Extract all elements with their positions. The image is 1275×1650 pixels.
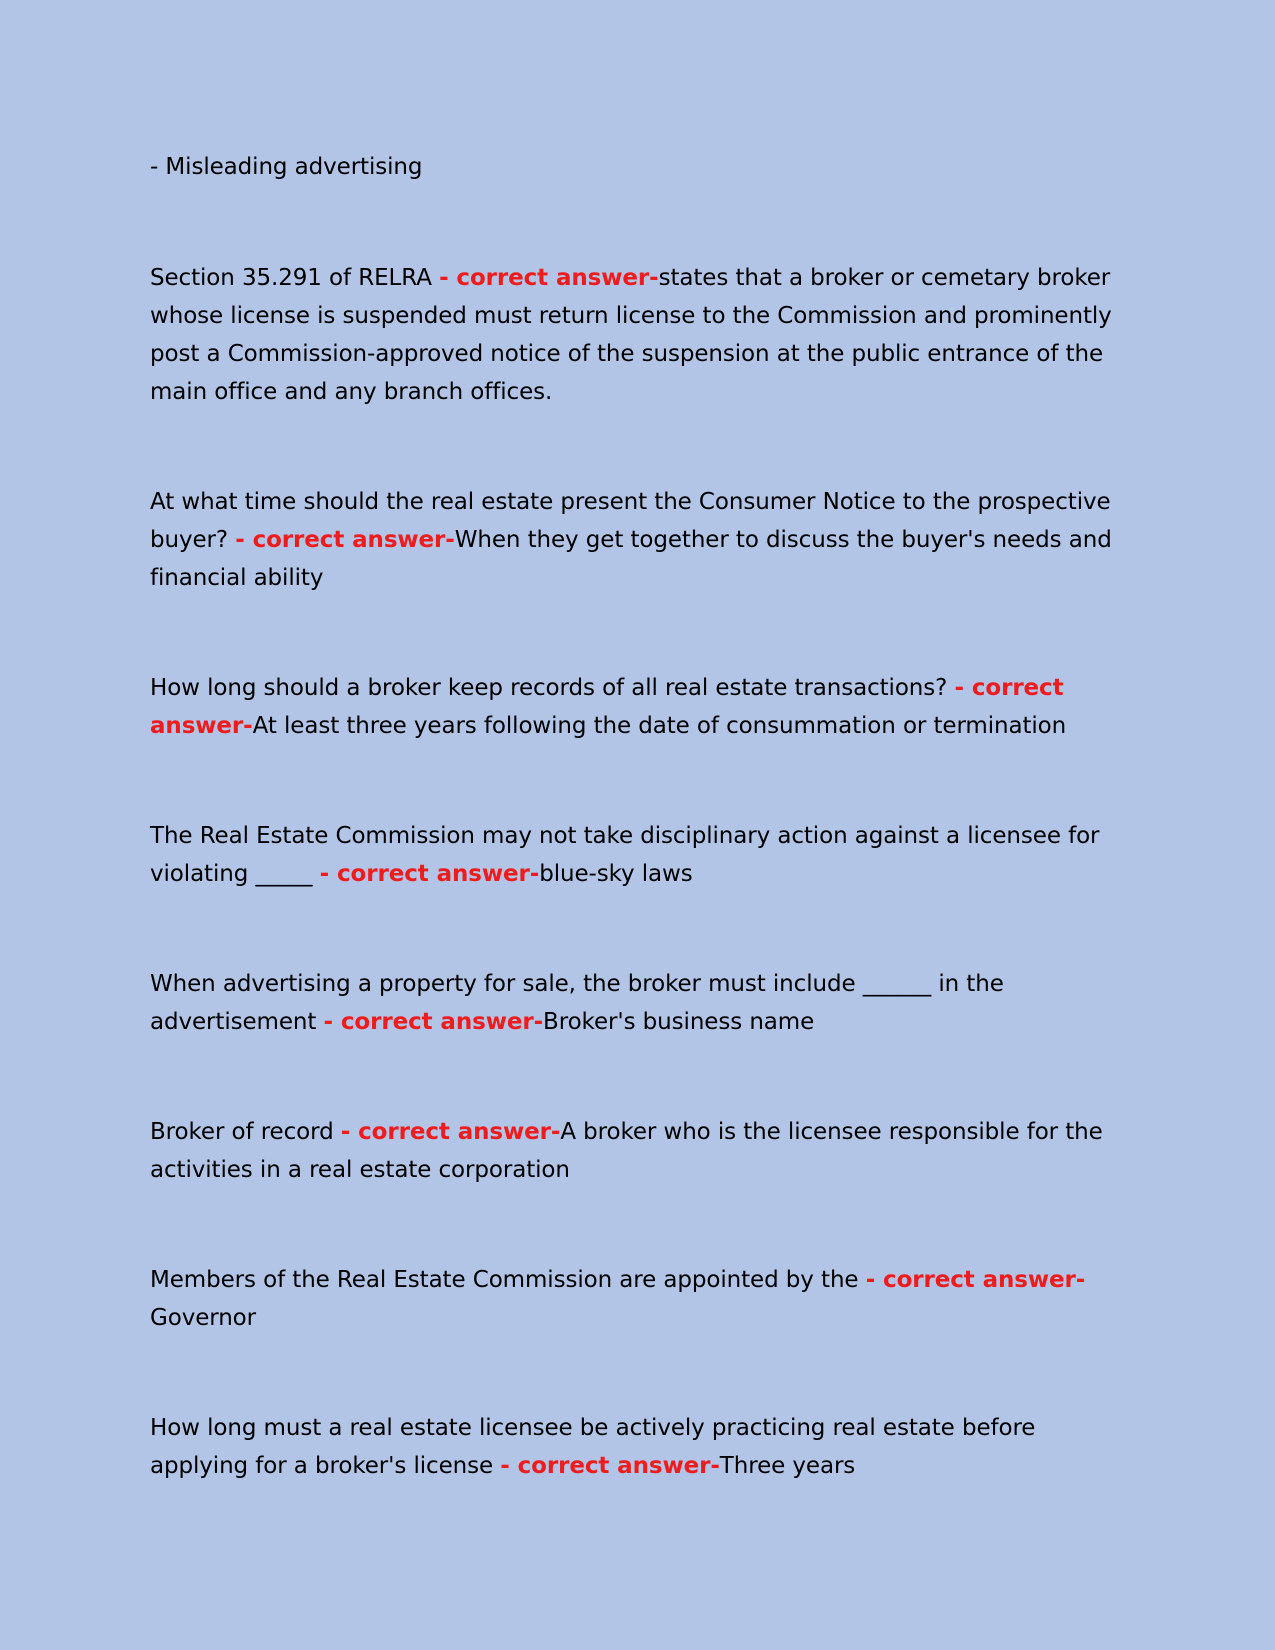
answer-text: At least three years following the date of consummation or termination — [252, 713, 1067, 739]
correct-answer-marker: - correct answer- — [150, 675, 1064, 739]
answer-text: Governor — [150, 1305, 257, 1331]
question-text: How long must a real estate licensee be actively practicing real estate before applying for a broker's license — [150, 1415, 1036, 1479]
question-text: Broker of record — [150, 1119, 341, 1145]
qa-entry-3 — [150, 669, 1140, 745]
qa-entry-6 — [150, 1113, 1140, 1189]
answer-text: states that a broker or cemetary broker whose license is suspended must return license to the Commission and prominently post a Commission-approved notice of the suspension at the public entrance of the main office and any branch offices. — [150, 265, 1112, 405]
qa-entry-8 — [150, 1409, 1140, 1485]
correct-answer-marker: - correct answer- — [340, 1119, 561, 1145]
question-text: The Real Estate Commission may not take disciplinary action against a licensee for violating _____ — [150, 823, 1100, 887]
correct-answer-marker: - correct answer- — [235, 527, 455, 553]
correct-answer-marker: - correct answer- — [319, 861, 540, 887]
answer-text: blue-sky laws — [539, 861, 693, 887]
question-text: Section 35.291 of RELRA — [150, 265, 440, 291]
answer-text: A broker who is the licensee responsible for the activities in a real estate corporation — [150, 1119, 1103, 1183]
answer-text: When they get together to discuss the buyer's needs and financial ability — [150, 527, 1112, 591]
qa-entry-1 — [150, 259, 1140, 411]
answer-text: Three years — [719, 1453, 856, 1479]
correct-answer-marker: - correct answer- — [865, 1267, 1086, 1293]
question-text: How long should a broker keep records of all real estate transactions? — [150, 675, 955, 701]
question-text: At what time should the real estate present the Consumer Notice to the prospective buyer? — [150, 489, 1111, 553]
correct-answer-marker: - correct answer- — [500, 1453, 720, 1479]
correct-answer-marker: - correct answer- — [439, 265, 659, 291]
intro-line: - Misleading advertising — [150, 154, 423, 180]
qa-entry-5 — [150, 965, 1140, 1041]
qa-entry-7 — [150, 1261, 1140, 1337]
question-text: When advertising a property for sale, the broker must include ______ in the advertisement — [150, 971, 1004, 1035]
correct-answer-marker: - correct answer- — [323, 1009, 544, 1035]
answer-text: Broker's business name — [543, 1009, 815, 1035]
document-body — [150, 148, 1140, 1557]
question-text: Members of the Real Estate Commission are appointed by the — [150, 1267, 866, 1293]
qa-entry-4 — [150, 817, 1140, 893]
qa-entry-2 — [150, 483, 1140, 597]
